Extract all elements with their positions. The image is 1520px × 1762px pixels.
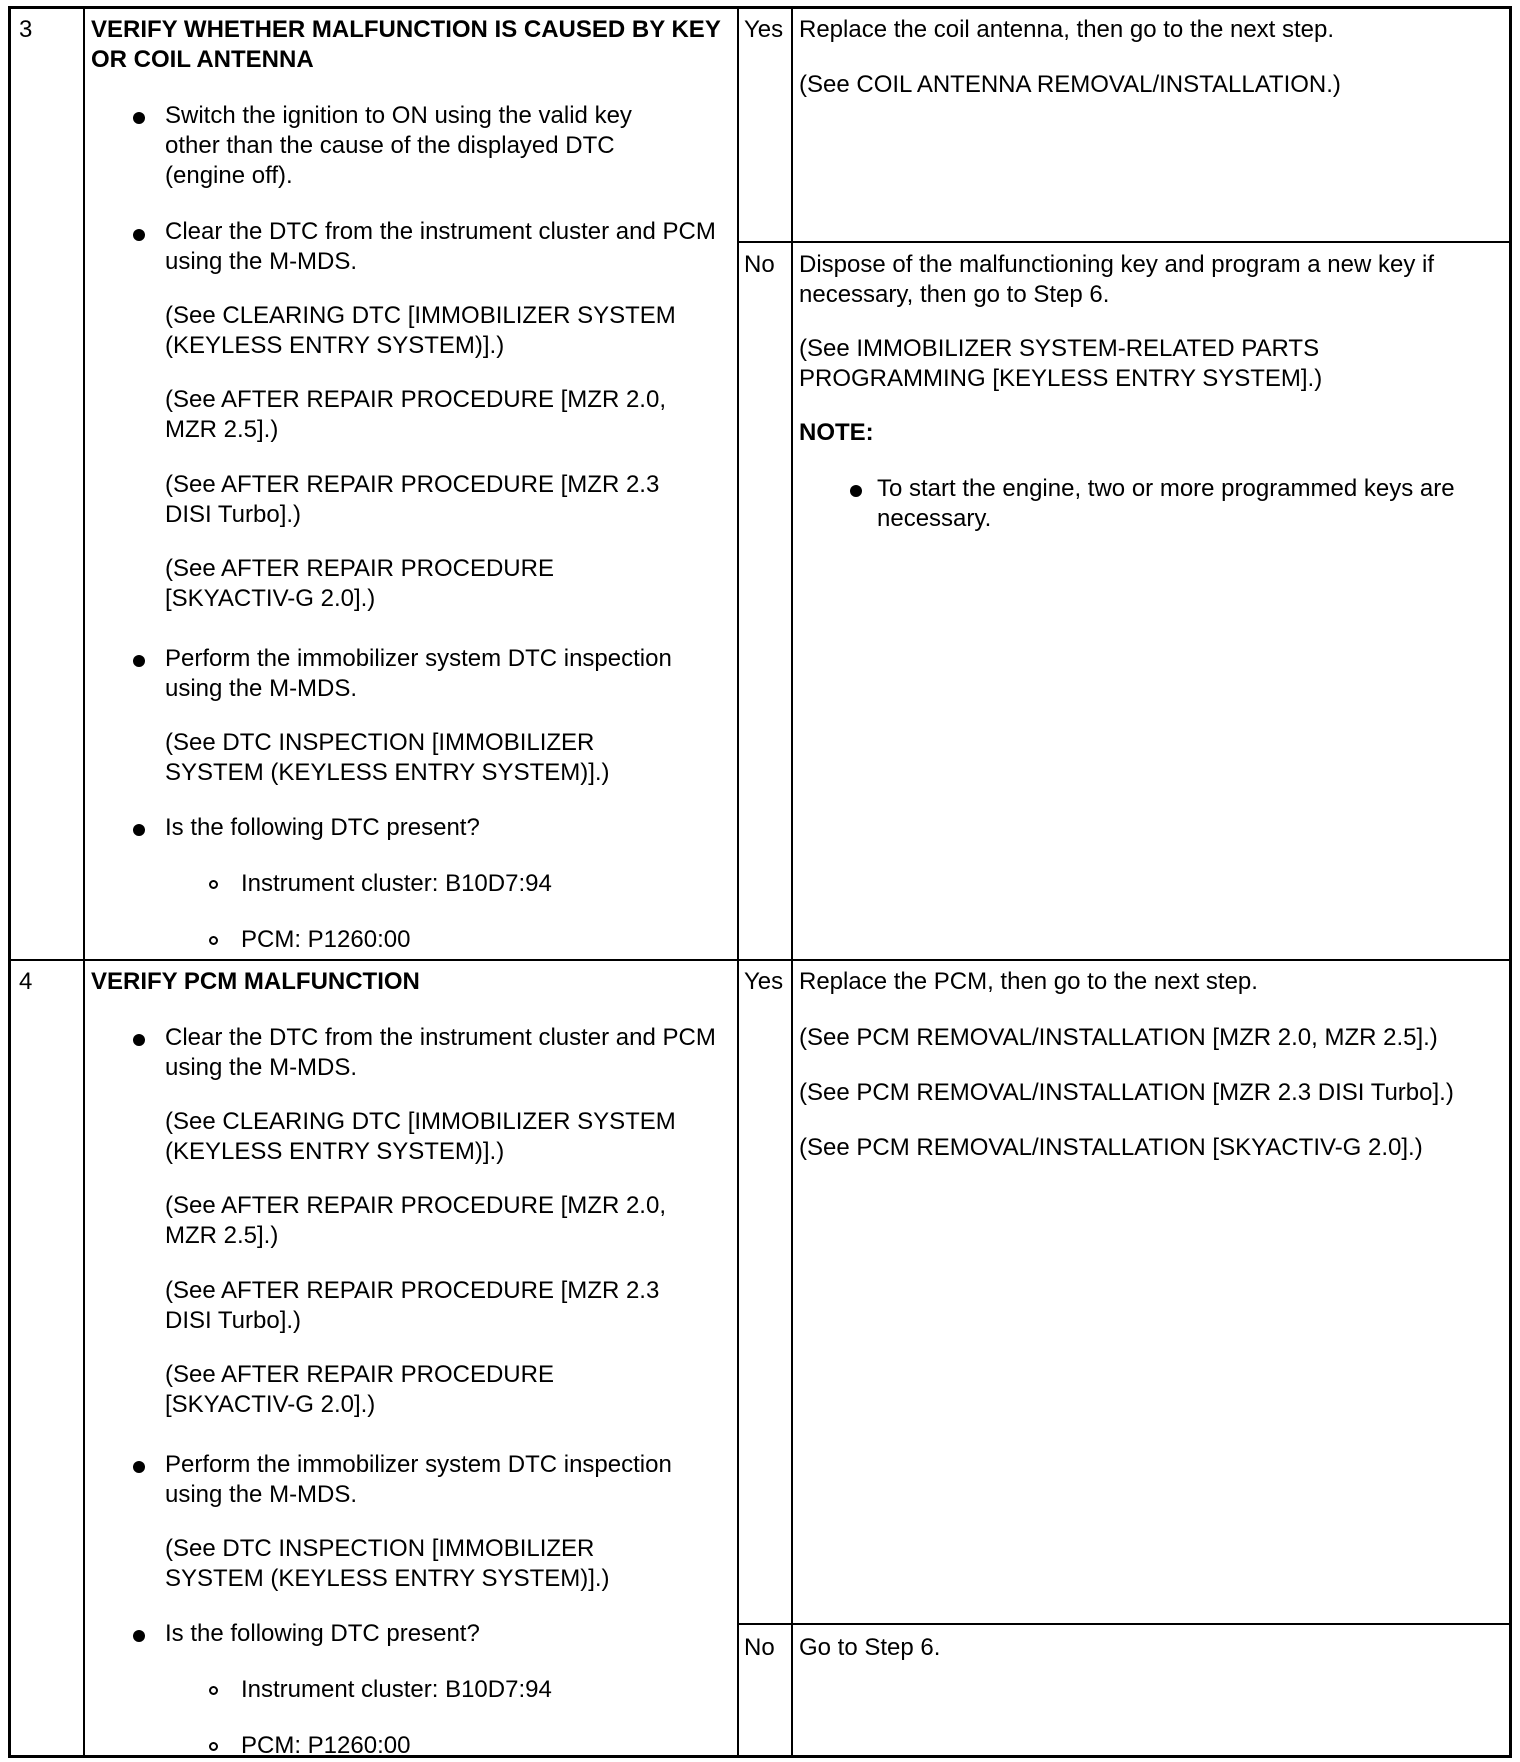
bullet-dot [133, 655, 145, 667]
yes-action: Replace the PCM, then go to the next step. [799, 968, 1258, 995]
yes-reference: (See PCM REMOVAL/INSTALLATION [MZR 2.3 DISI Turbo].) [799, 1079, 1454, 1106]
sub-item-text: PCM: P1260:00 [241, 926, 411, 953]
reference-text: (See CLEARING DTC [IMMOBILIZER SYSTEM (KEYLESS ENTRY SYSTEM)].) [165, 302, 676, 359]
bullet-text: Switch the ignition to ON using the valid key other than the cause of the displayed DTC (engine off). [165, 102, 632, 189]
sub-bullet-circle [209, 1686, 218, 1695]
bullet-dot [850, 485, 862, 497]
note-text: To start the engine, two or more programmed keys are necessary. [877, 475, 1455, 532]
sub-item-text: PCM: P1260:00 [241, 1732, 411, 1759]
bullet-text: Clear the DTC from the instrument cluster and PCM using the M-MDS. [165, 218, 716, 275]
no-action: Dispose of the malfunctioning key and program a new key if necessary, then go to Step 6. [799, 251, 1435, 308]
no-label: No [744, 1634, 775, 1661]
column-divider [737, 9, 739, 1755]
yes-label: Yes [744, 968, 784, 995]
yes-label: Yes [744, 16, 784, 43]
reference-text: (See AFTER REPAIR PROCEDURE [MZR 2.3 DISI Turbo].) [165, 471, 660, 528]
bullet-dot [133, 1034, 145, 1046]
bullet-dot [133, 824, 145, 836]
no-reference: (See IMMOBILIZER SYSTEM-RELATED PARTS PROGRAMMING [KEYLESS ENTRY SYSTEM].) [799, 335, 1323, 392]
step-number: 4 [19, 968, 33, 995]
reference-text: (See AFTER REPAIR PROCEDURE [MZR 2.3 DISI Turbo].) [165, 1277, 660, 1334]
yes-reference: (See PCM REMOVAL/INSTALLATION [MZR 2.0, MZR 2.5].) [799, 1024, 1438, 1051]
result-divider [737, 241, 1509, 243]
bullet-text: Perform the immobilizer system DTC inspection using the M-MDS. [165, 645, 672, 702]
sub-bullet-circle [209, 880, 218, 889]
reference-text: (See CLEARING DTC [IMMOBILIZER SYSTEM (KEYLESS ENTRY SYSTEM)].) [165, 1108, 676, 1165]
reference-text: (See AFTER REPAIR PROCEDURE [SKYACTIV-G 2.0].) [165, 555, 554, 612]
sub-bullet-circle [209, 936, 218, 945]
yes-reference: (See PCM REMOVAL/INSTALLATION [SKYACTIV-G 2.0].) [799, 1134, 1423, 1161]
column-divider [791, 9, 793, 1755]
column-divider [83, 9, 85, 1755]
yes-reference: (See COIL ANTENNA REMOVAL/INSTALLATION.) [799, 71, 1341, 98]
bullet-dot [133, 1461, 145, 1473]
note-label: NOTE: [799, 419, 874, 446]
sub-item-text: Instrument cluster: B10D7:94 [241, 1676, 552, 1703]
bullet-dot [133, 229, 145, 241]
reference-text: (See AFTER REPAIR PROCEDURE [MZR 2.0, MZR 2.5].) [165, 1192, 666, 1249]
reference-text: (See DTC INSPECTION [IMMOBILIZER SYSTEM (KEYLESS ENTRY SYSTEM)].) [165, 1535, 610, 1592]
result-divider [737, 1623, 1509, 1625]
bullet-dot [133, 1630, 145, 1642]
row-divider [11, 959, 1509, 961]
no-label: No [744, 251, 775, 278]
reference-text: (See AFTER REPAIR PROCEDURE [SKYACTIV-G 2.0].) [165, 1361, 554, 1418]
bullet-text: Clear the DTC from the instrument cluster and PCM using the M-MDS. [165, 1024, 716, 1081]
bullet-text: Is the following DTC present? [165, 1620, 480, 1647]
reference-text: (See AFTER REPAIR PROCEDURE [MZR 2.0, MZR 2.5].) [165, 386, 666, 443]
bullet-text: Perform the immobilizer system DTC inspection using the M-MDS. [165, 1451, 672, 1508]
sub-bullet-circle [209, 1742, 218, 1751]
step-title: VERIFY WHETHER MALFUNCTION IS CAUSED BY KEY OR COIL ANTENNA [91, 16, 721, 73]
diagnostic-table [8, 6, 1512, 1758]
step-number: 3 [19, 16, 33, 43]
bullet-text: Is the following DTC present? [165, 814, 480, 841]
no-action: Go to Step 6. [799, 1634, 941, 1661]
yes-action: Replace the coil antenna, then go to the next step. [799, 16, 1335, 43]
bullet-dot [133, 112, 145, 124]
reference-text: (See DTC INSPECTION [IMMOBILIZER SYSTEM (KEYLESS ENTRY SYSTEM)].) [165, 729, 610, 786]
sub-item-text: Instrument cluster: B10D7:94 [241, 870, 552, 897]
step-title: VERIFY PCM MALFUNCTION [91, 968, 420, 995]
